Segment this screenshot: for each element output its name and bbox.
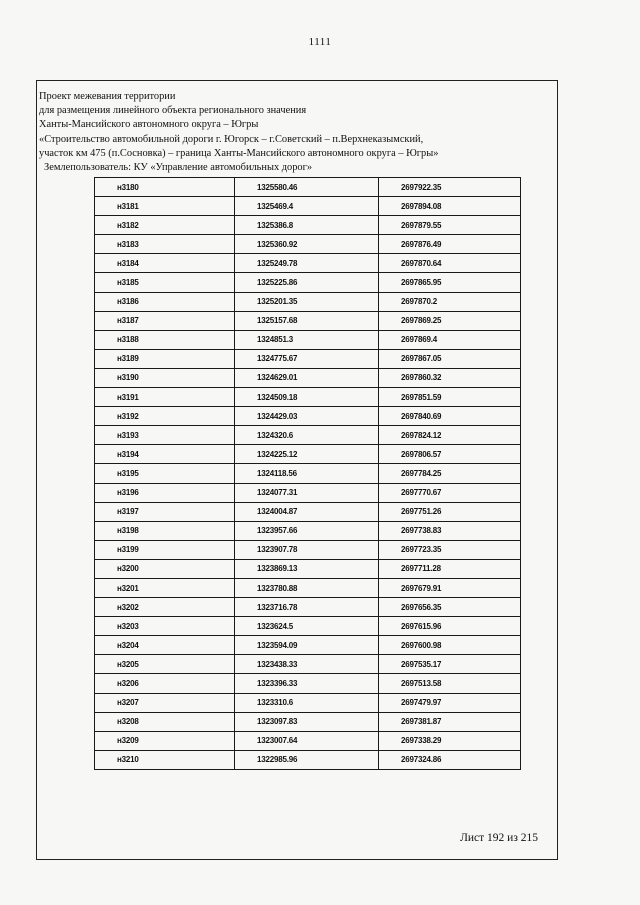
x-coordinate-cell: 1323716.78 <box>235 598 379 617</box>
x-coordinate-cell: 1325580.46 <box>235 178 379 197</box>
x-coordinate-cell: 1324629.01 <box>235 368 379 387</box>
y-coordinate-cell: 2697876.49 <box>379 235 521 254</box>
coordinates-table-body <box>95 178 521 770</box>
x-coordinate-cell: 1322985.96 <box>235 750 379 769</box>
y-coordinate-cell: 2697381.87 <box>379 712 521 731</box>
point-id-cell: н3205 <box>95 655 235 674</box>
point-id-cell: н3184 <box>95 254 235 273</box>
header-line-project: Проект межевания территории <box>39 91 176 102</box>
x-coordinate-cell: 1324851.3 <box>235 330 379 349</box>
point-id-cell: н3189 <box>95 349 235 368</box>
x-coordinate-cell: 1323310.6 <box>235 693 379 712</box>
y-coordinate-cell: 2697615.96 <box>379 617 521 636</box>
table-row <box>95 540 521 559</box>
point-id-cell: н3192 <box>95 407 235 426</box>
x-coordinate-cell: 1324004.87 <box>235 502 379 521</box>
table-row <box>95 407 521 426</box>
table-row <box>95 731 521 750</box>
table-row <box>95 368 521 387</box>
header-line-construction: «Строительство автомобильной дороги г. Югорск – г.Советский – п.Верхнеказымский, <box>39 133 424 145</box>
x-coordinate-cell: 1324320.6 <box>235 426 379 445</box>
y-coordinate-cell: 2697879.55 <box>379 216 521 235</box>
table-row <box>95 750 521 769</box>
point-id-cell: н3207 <box>95 693 235 712</box>
x-coordinate-cell: 1324429.03 <box>235 407 379 426</box>
point-id-cell: н3208 <box>95 712 235 731</box>
point-id-cell: н3191 <box>95 388 235 407</box>
x-coordinate-cell: 1325360.92 <box>235 235 379 254</box>
x-coordinate-cell: 1323438.33 <box>235 655 379 674</box>
point-id-cell: н3186 <box>95 292 235 311</box>
y-coordinate-cell: 2697324.86 <box>379 750 521 769</box>
y-coordinate-cell: 2697869.4 <box>379 330 521 349</box>
y-coordinate-cell: 2697870.64 <box>379 254 521 273</box>
x-coordinate-cell: 1324775.67 <box>235 349 379 368</box>
document-header <box>39 90 549 175</box>
y-coordinate-cell: 2697851.59 <box>379 388 521 407</box>
point-id-cell: н3188 <box>95 330 235 349</box>
x-coordinate-cell: 1323007.64 <box>235 731 379 750</box>
y-coordinate-cell: 2697869.25 <box>379 311 521 330</box>
table-row <box>95 617 521 636</box>
y-coordinate-cell: 2697870.2 <box>379 292 521 311</box>
table-row <box>95 216 521 235</box>
point-id-cell: н3200 <box>95 559 235 578</box>
table-row <box>95 292 521 311</box>
table-row <box>95 502 521 521</box>
y-coordinate-cell: 2697806.57 <box>379 445 521 464</box>
table-row <box>95 712 521 731</box>
y-coordinate-cell: 2697824.12 <box>379 426 521 445</box>
x-coordinate-cell: 1324118.56 <box>235 464 379 483</box>
table-row <box>95 235 521 254</box>
x-coordinate-cell: 1323907.78 <box>235 540 379 559</box>
x-coordinate-cell: 1325386.8 <box>235 216 379 235</box>
x-coordinate-cell: 1323594.09 <box>235 636 379 655</box>
point-id-cell: н3193 <box>95 426 235 445</box>
point-id-cell: н3183 <box>95 235 235 254</box>
x-coordinate-cell: 1325469.4 <box>235 197 379 216</box>
table-row <box>95 521 521 540</box>
y-coordinate-cell: 2697656.35 <box>379 598 521 617</box>
y-coordinate-cell: 2697865.95 <box>379 273 521 292</box>
y-coordinate-cell: 2697751.26 <box>379 502 521 521</box>
table-row <box>95 674 521 693</box>
point-id-cell: н3199 <box>95 540 235 559</box>
table-row <box>95 178 521 197</box>
table-row <box>95 330 521 349</box>
point-id-cell: н3187 <box>95 311 235 330</box>
point-id-cell: н3202 <box>95 598 235 617</box>
header-line-section: участок км 475 (п.Сосновка) – граница Ханты-Мансийского автономного округа – Югры» <box>39 147 439 159</box>
table-row <box>95 464 521 483</box>
table-row <box>95 254 521 273</box>
y-coordinate-cell: 2697894.08 <box>379 197 521 216</box>
y-coordinate-cell: 2697679.91 <box>379 578 521 597</box>
header-line-purpose: для размещения линейного объекта регионального значения <box>39 105 307 117</box>
table-row <box>95 636 521 655</box>
y-coordinate-cell: 2697784.25 <box>379 464 521 483</box>
x-coordinate-cell: 1323780.88 <box>235 578 379 597</box>
table-row <box>95 578 521 597</box>
table-row <box>95 483 521 502</box>
table-row <box>95 388 521 407</box>
point-id-cell: н3181 <box>95 197 235 216</box>
y-coordinate-cell: 2697479.97 <box>379 693 521 712</box>
table-row <box>95 197 521 216</box>
y-coordinate-cell: 2697513.58 <box>379 674 521 693</box>
y-coordinate-cell: 2697600.98 <box>379 636 521 655</box>
x-coordinate-cell: 1323396.33 <box>235 674 379 693</box>
x-coordinate-cell: 1323957.66 <box>235 521 379 540</box>
header-line-region: Ханты-Мансийского автономного округа – Югры <box>39 119 259 131</box>
y-coordinate-cell: 2697867.05 <box>379 349 521 368</box>
point-id-cell: н3203 <box>95 617 235 636</box>
x-coordinate-cell: 1323869.13 <box>235 559 379 578</box>
y-coordinate-cell: 2697840.69 <box>379 407 521 426</box>
x-coordinate-cell: 1324225.12 <box>235 445 379 464</box>
point-id-cell: н3204 <box>95 636 235 655</box>
point-id-cell: н3196 <box>95 483 235 502</box>
y-coordinate-cell: 2697723.35 <box>379 540 521 559</box>
y-coordinate-cell: 2697770.67 <box>379 483 521 502</box>
point-id-cell: н3182 <box>95 216 235 235</box>
coordinates-table <box>94 177 521 770</box>
table-row <box>95 598 521 617</box>
sheet-number: Лист 192 из 215 <box>460 832 538 844</box>
point-id-cell: н3206 <box>95 674 235 693</box>
x-coordinate-cell: 1324077.31 <box>235 483 379 502</box>
y-coordinate-cell: 2697922.35 <box>379 178 521 197</box>
y-coordinate-cell: 2697338.29 <box>379 731 521 750</box>
x-coordinate-cell: 1324509.18 <box>235 388 379 407</box>
point-id-cell: н3185 <box>95 273 235 292</box>
y-coordinate-cell: 2697711.28 <box>379 559 521 578</box>
point-id-cell: н3190 <box>95 368 235 387</box>
y-coordinate-cell: 2697535.17 <box>379 655 521 674</box>
point-id-cell: н3197 <box>95 502 235 521</box>
table-row <box>95 273 521 292</box>
table-row <box>95 655 521 674</box>
header-land-user: Землепользователь: КУ «Управление автомобильных дорог» <box>44 162 313 174</box>
y-coordinate-cell: 2697738.83 <box>379 521 521 540</box>
x-coordinate-cell: 1325249.78 <box>235 254 379 273</box>
table-row <box>95 426 521 445</box>
point-id-cell: н3210 <box>95 750 235 769</box>
point-id-cell: н3180 <box>95 178 235 197</box>
point-id-cell: н3194 <box>95 445 235 464</box>
table-row <box>95 559 521 578</box>
x-coordinate-cell: 1323097.83 <box>235 712 379 731</box>
point-id-cell: н3195 <box>95 464 235 483</box>
x-coordinate-cell: 1325157.68 <box>235 311 379 330</box>
table-row <box>95 693 521 712</box>
x-coordinate-cell: 1325225.86 <box>235 273 379 292</box>
table-row <box>95 349 521 368</box>
page-number: 1111 <box>308 36 332 48</box>
x-coordinate-cell: 1323624.5 <box>235 617 379 636</box>
x-coordinate-cell: 1325201.35 <box>235 292 379 311</box>
table-row <box>95 445 521 464</box>
table-row <box>95 311 521 330</box>
point-id-cell: н3201 <box>95 578 235 597</box>
y-coordinate-cell: 2697860.32 <box>379 368 521 387</box>
point-id-cell: н3198 <box>95 521 235 540</box>
point-id-cell: н3209 <box>95 731 235 750</box>
